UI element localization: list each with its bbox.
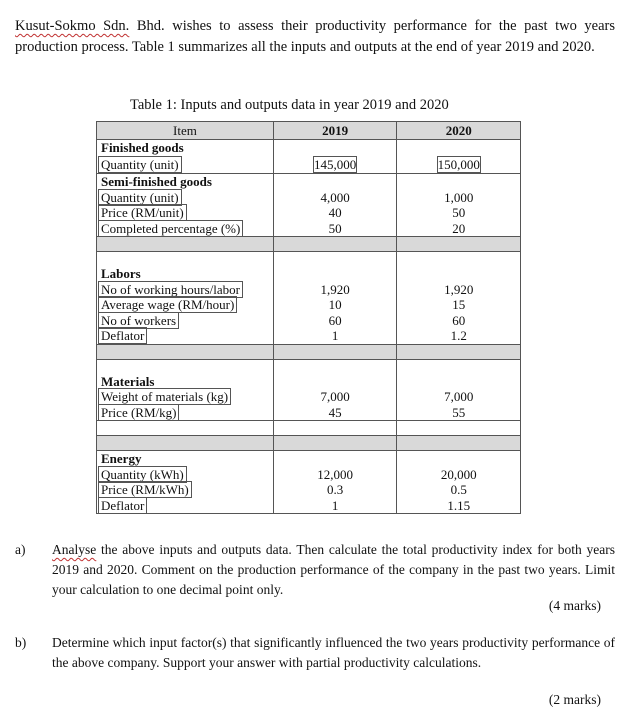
section-finished: Finished goods bbox=[97, 140, 274, 156]
header-item: Item bbox=[97, 122, 274, 140]
section-energy: Energy bbox=[97, 451, 274, 467]
table-row: Price (RM/unit) 40 50 bbox=[97, 205, 521, 221]
question-b-text: Determine which input factor(s) that significantly influenced the two years productivity performance of the above company. Support your answer with partial productivity calculations. bbox=[52, 635, 615, 670]
table-row: Weight of materials (kg) 7,000 7,000 bbox=[97, 389, 521, 405]
table-header-row bbox=[97, 122, 521, 140]
question-a-marks: (4 marks) bbox=[548, 598, 601, 613]
section-materials: Materials bbox=[97, 374, 274, 390]
table-row: No of working hours/labor 1,920 1,920 bbox=[97, 282, 521, 298]
header-2019: 2019 bbox=[273, 122, 397, 140]
table-row: Quantity (unit) 145,000 150,000 bbox=[97, 156, 521, 174]
table-row: Average wage (RM/hour) 10 15 bbox=[97, 297, 521, 313]
table-row: Quantity (kWh) 12,000 20,000 bbox=[97, 467, 521, 483]
table-row: Deflator 1 1.15 bbox=[97, 498, 521, 514]
table-row: Quantity (unit) 4,000 1,000 bbox=[97, 190, 521, 206]
table-row: No of workers 60 60 bbox=[97, 313, 521, 329]
question-a-text: the above inputs and outputs data. Then calculate the total productivity index for both years 2019 and 2020. Comment on the production performance of the company in the past two years. Limit your calculation to one decimal point only. bbox=[52, 542, 615, 597]
table-row: Completed percentage (%) 50 20 bbox=[97, 221, 521, 237]
table-caption: Table 1: Inputs and outputs data in year 2019 and 2020 bbox=[130, 97, 449, 113]
question-a bbox=[15, 540, 615, 600]
question-b bbox=[15, 633, 615, 673]
intro-text: Bhd. wishes to assess their productivity performance for the past two years production process. Table 1 summarizes all the inputs and outputs at the end of year 2019 and 2020. bbox=[15, 18, 615, 55]
intro-paragraph bbox=[15, 16, 615, 57]
inputs-outputs-table bbox=[96, 121, 521, 514]
header-2020: 2020 bbox=[397, 122, 521, 140]
question-b-label: b) bbox=[15, 635, 27, 650]
question-a-label: a) bbox=[15, 542, 26, 557]
table-row: Deflator 1 1.2 bbox=[97, 328, 521, 344]
table-row: Price (RM/kg) 45 55 bbox=[97, 405, 521, 421]
question-b-marks: (2 marks) bbox=[548, 692, 601, 707]
company-name: Kusut-Sokmo Sdn. bbox=[15, 18, 130, 34]
section-labors: Labors bbox=[97, 266, 274, 282]
table-row: Price (RM/kWh) 0.3 0.5 bbox=[97, 482, 521, 498]
section-semi-finished: Semi-finished goods bbox=[97, 174, 274, 190]
question-a-first-word: Analyse bbox=[52, 542, 97, 557]
